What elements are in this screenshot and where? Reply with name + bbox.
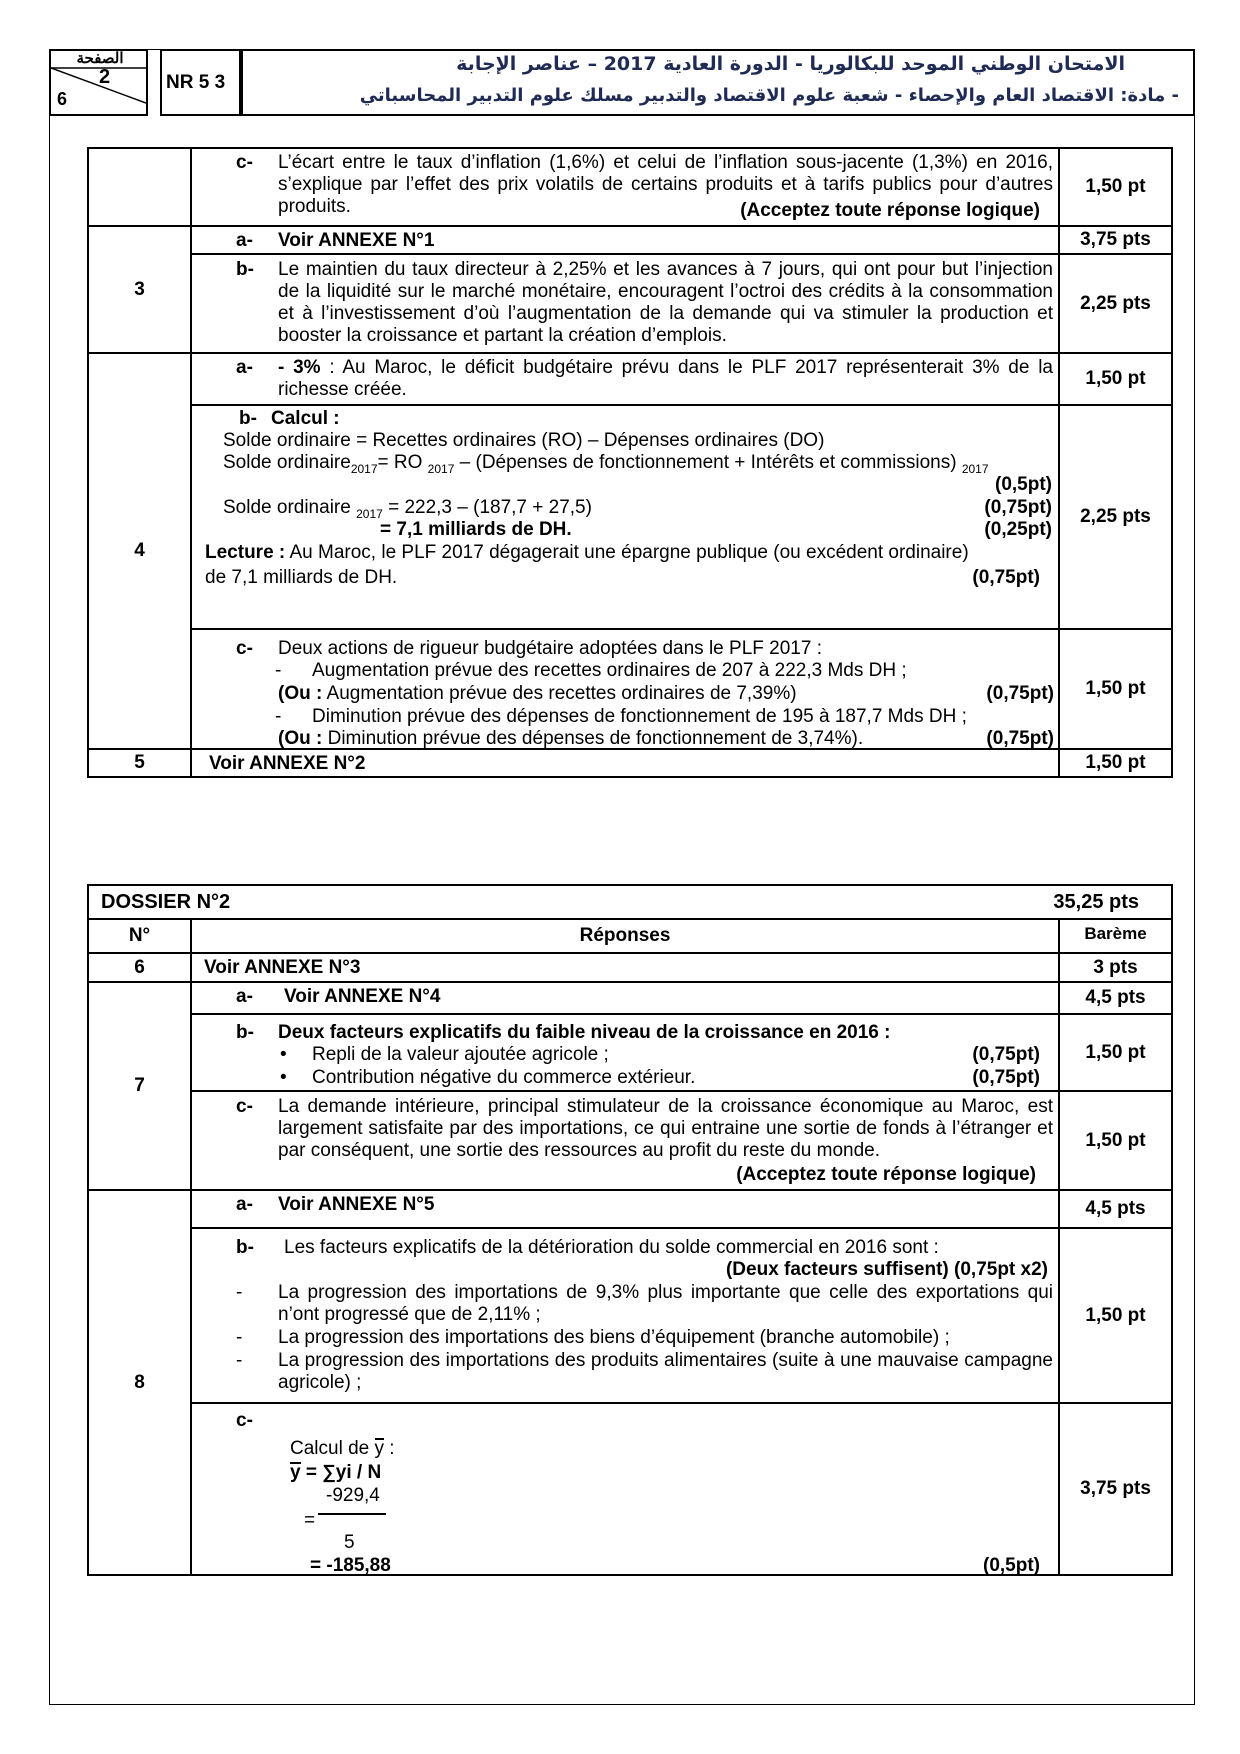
list-item: Diminution prévue des dépenses de fonctionnement de 195 à 187,7 Mds DH ; <box>312 706 967 727</box>
exam-title-box <box>241 49 1195 116</box>
answer-text <box>278 357 1053 401</box>
points-cell <box>1059 1228 1172 1403</box>
points-value: 3,75 pts <box>1080 1478 1151 1499</box>
page-number-box <box>49 49 148 116</box>
item-label: b- <box>236 1022 254 1043</box>
calc-points: (0,75pt) <box>972 1044 1040 1065</box>
y-bar-symbol: y <box>290 1462 301 1483</box>
exam-title-line2: - مادة: الاقتصاد العام والإحصاء - شعبة علوم الاقتصاد والتدبير مسلك علوم التدبير المحاسباتي <box>359 85 1179 106</box>
dossier-total: 35,25 pts <box>1053 891 1140 913</box>
table-row <box>88 1091 1172 1190</box>
table-row <box>88 982 1172 1014</box>
calc-points: (0,75pt) <box>984 497 1052 518</box>
answer-text: Le maintien du taux directeur à 2,25% et les avances à 7 jours, qui ont pour but l’injection de la liquidité sur le marché monétaire, encouragent l’octroi des crédits à la consommation et à l’investissement d’où l’augmentation de la demande qui va stimuler la production et booster la croissance et partant la création d’emplois. <box>278 259 1053 346</box>
points-value: 1,50 pt <box>1085 678 1146 699</box>
points-cell <box>1059 405 1172 629</box>
answer-cell <box>191 1403 1059 1575</box>
page-number: 2 <box>99 66 111 88</box>
calc-points: (0,75pt) <box>986 683 1054 704</box>
question-number: 3 <box>134 278 145 300</box>
answer-cell <box>191 629 1059 749</box>
calc-title: Calcul : <box>271 408 340 429</box>
question-number-cell <box>88 226 191 353</box>
points-value: 4,5 pts <box>1085 1198 1146 1219</box>
answer-note: (Acceptez toute réponse logique) <box>736 1164 1036 1185</box>
points-value: 1,50 pt <box>1085 752 1146 773</box>
question-number: 7 <box>134 1075 145 1096</box>
column-header-cell <box>1059 919 1172 953</box>
exam-title-line1: الامتحان الوطني الموحد للبكالوريا - الدورة العادية 2017 – عناصر الإجابة <box>456 53 1125 75</box>
calc-points: (0,5pt) <box>983 1555 1040 1576</box>
list-item: Contribution négative du commerce extérieur. <box>312 1067 696 1088</box>
mean-formula-text: = ∑yi / N <box>300 1462 382 1483</box>
number-cell <box>88 148 191 226</box>
points-cell <box>1059 953 1172 982</box>
item-label: b- <box>236 1237 254 1258</box>
answer-cell <box>191 405 1059 629</box>
calc-points: (0,75pt) <box>972 567 1040 588</box>
answer-rest: : Au Maroc, le déficit budgétaire prévu dans le PLF 2017 représenterait 3% de la richesse créée. <box>278 357 1053 400</box>
question-number: 8 <box>134 1371 145 1393</box>
answer-cell <box>191 1091 1059 1190</box>
answer-cell <box>191 1014 1059 1091</box>
answer-text: La demande intérieure, principal stimulateur de la croissance économique au Maroc, est largement satisfaite par des importations, ce qui entraine une sortie de fonds à l’étranger et par conséquent, une sortie des ressources au profit du reste du monde. <box>278 1096 1053 1161</box>
points-value: 1,50 pt <box>1085 368 1146 389</box>
item-label: b- <box>239 408 257 429</box>
points-cell <box>1059 1403 1172 1575</box>
mean-result: = -185,88 <box>310 1555 391 1576</box>
fraction-bar <box>318 1513 386 1515</box>
item-label: a- <box>236 230 253 251</box>
dossier-header-row <box>88 885 1172 919</box>
calc-line-1: Solde ordinaire = Recettes ordinaires (RO) – Dépenses ordinaires (DO) <box>223 430 825 451</box>
item-label: a- <box>236 986 253 1007</box>
item-label: a- <box>236 357 253 378</box>
points-cell <box>1059 1014 1172 1091</box>
points-value: 1,50 pt <box>1085 1129 1146 1151</box>
y-bar-symbol: y <box>374 1438 384 1459</box>
table-row <box>88 353 1172 405</box>
answer-bold: - 3% <box>278 357 321 378</box>
calc-subscript: 2017 <box>427 461 455 476</box>
answer-text: Voir ANNEXE N°5 <box>278 1194 435 1215</box>
table-row <box>88 405 1172 629</box>
points-cell <box>1059 226 1172 254</box>
answer-text: Voir ANNEXE N°3 <box>204 957 361 978</box>
points-cell <box>1059 982 1172 1014</box>
points-value: 3,75 pts <box>1080 229 1151 250</box>
dash-bullet: - <box>275 706 282 727</box>
question-number-cell <box>88 1190 191 1575</box>
points-cell <box>1059 1190 1172 1228</box>
calc-term: Solde ordinaire <box>223 452 351 473</box>
calc-points: (0,5pt) <box>995 474 1052 495</box>
page-label: الصفحة <box>76 50 124 67</box>
fraction-denominator: 5 <box>344 1532 355 1553</box>
calc-line-2 <box>223 452 989 480</box>
column-header-cell <box>88 919 191 953</box>
calc-result: = 7,1 milliards de DH. <box>380 519 572 540</box>
points-value: 2,25 pts <box>1080 506 1151 527</box>
list-item <box>312 660 907 682</box>
item-label: b- <box>236 259 254 280</box>
calc-heading-text: Calcul de <box>290 1438 375 1459</box>
question-number-cell <box>88 749 191 777</box>
answer-cell <box>191 254 1059 353</box>
calc-term: – (Dépenses de fonctionnement + Intérêts et commissions) <box>454 452 962 473</box>
calc-heading <box>290 1438 395 1460</box>
question-number-cell <box>88 953 191 982</box>
points-value: 1,50 pt <box>1085 1304 1146 1326</box>
dash-bullet: - <box>275 660 282 681</box>
column-header-row <box>88 919 1172 953</box>
answer-text: Voir ANNEXE N°4 <box>284 986 441 1007</box>
answer-cell <box>191 982 1059 1014</box>
list-item: Repli de la valeur ajoutée agricole ; <box>312 1044 609 1065</box>
question-number-cell <box>88 353 191 749</box>
column-header-n: N° <box>128 925 151 946</box>
calc-points: (0,25pt) <box>984 519 1052 540</box>
answer-cell <box>191 353 1059 405</box>
item-label: c- <box>236 1410 253 1431</box>
points-cell <box>1059 629 1172 749</box>
points-value: 1,50 pt <box>1085 176 1146 197</box>
answer-note: (Acceptez toute réponse logique) <box>740 200 1040 221</box>
exam-code: NR 5 3 <box>166 72 226 93</box>
lecture-line <box>205 542 969 564</box>
page-total: 6 <box>57 89 68 109</box>
item-label: c- <box>236 1096 253 1117</box>
exam-code-box <box>160 49 241 116</box>
answer-text: Voir ANNEXE N°2 <box>209 753 366 774</box>
fraction-equals: = <box>304 1510 316 1531</box>
column-header-cell <box>191 919 1059 953</box>
alternative-text: Diminution prévue des dépenses de fonctionnement de 3,74%). <box>322 728 864 749</box>
calc-points: (0,75pt) <box>986 728 1054 749</box>
list-item: La progression des importations de 9,3% plus importante que celle des exportations qui n’ont progressé que de 2,11% ; <box>278 1282 1053 1325</box>
table-row <box>88 953 1172 982</box>
table-row <box>88 1190 1172 1228</box>
item-label: a- <box>236 1194 253 1215</box>
answer-cell <box>191 953 1059 982</box>
table-row <box>88 1403 1172 1575</box>
fraction-numerator: -929,4 <box>326 1485 380 1506</box>
answer-cell <box>191 1190 1059 1228</box>
answer-title: Deux facteurs explicatifs du faible niveau de la croissance en 2016 : <box>278 1022 891 1043</box>
answer-cell <box>191 226 1059 254</box>
lecture-line-2: de 7,1 milliards de DH. <box>205 567 398 588</box>
alternative-label: (Ou : <box>278 728 323 749</box>
answer-table-2 <box>87 884 1173 1576</box>
alternative-line <box>278 683 797 705</box>
points-cell <box>1059 148 1172 226</box>
calc-term: = 222,3 – (187,7 + 27,5) <box>382 497 592 518</box>
lecture-text: Au Maroc, le PLF 2017 dégagerait une épargne publique (ou excédent ordinaire) <box>285 542 969 563</box>
answer-title: Les facteurs explicatifs de la détérioration du solde commercial en 2016 sont : <box>284 1237 939 1258</box>
points-value: 2,25 pts <box>1080 292 1151 314</box>
item-label: c- <box>236 152 253 173</box>
lecture-label: Lecture : <box>205 542 286 563</box>
calc-points: (0,75pt) <box>972 1067 1040 1088</box>
answer-cell <box>191 749 1059 777</box>
list-item: La progression des importations des biens d’équipement (branche automobile) ; <box>278 1327 950 1348</box>
dash-bullet: - <box>236 1327 243 1348</box>
table-row <box>88 1228 1172 1403</box>
question-number: 4 <box>134 540 145 561</box>
dossier-title: DOSSIER N°2 <box>101 891 231 913</box>
points-value: 4,5 pts <box>1085 987 1146 1008</box>
points-value: 3 pts <box>1093 956 1138 978</box>
bullet-icon: • <box>280 1067 287 1088</box>
calc-subscript: 2017 <box>350 461 378 476</box>
points-value: 1,50 pt <box>1085 1041 1146 1063</box>
points-cell <box>1059 1091 1172 1190</box>
alternative-line <box>278 728 863 750</box>
alternative-label: (Ou : <box>278 683 323 704</box>
table-row <box>88 148 1172 226</box>
answer-table-1 <box>87 147 1173 778</box>
list-item: La progression des importations des produits alimentaires (suite à une mauvaise campagne agricole) ; <box>278 1350 1053 1393</box>
calc-heading-colon: : <box>384 1438 395 1459</box>
dash-bullet: - <box>236 1350 243 1371</box>
answer-cell <box>191 1228 1059 1403</box>
column-header-reponses: Réponses <box>579 925 671 946</box>
question-number: 6 <box>134 956 145 978</box>
table-row <box>88 749 1172 777</box>
calc-term: Solde ordinaire <box>223 497 357 518</box>
calc-subscript: 2017 <box>961 461 989 476</box>
column-header-bareme: Barème <box>1084 924 1147 943</box>
answer-text: Voir ANNEXE N°1 <box>278 230 435 251</box>
calc-term: = RO <box>377 452 428 473</box>
answer-text: L’écart entre le taux d’inflation (1,6%) et celui de l’inflation sous-jacente (1,3%) en 2016, s’explique par l’effet des prix volatils de certains produits et à tarifs publics pour d’autres produits. <box>278 152 1053 217</box>
alternative-text: Augmentation prévue des recettes ordinaires de 7,39%) <box>322 683 797 704</box>
item-label: c- <box>236 638 253 659</box>
answer-note: (Deux facteurs suffisent) (0,75pt x2) <box>725 1259 1048 1280</box>
points-cell <box>1059 254 1172 353</box>
question-number-cell <box>88 982 191 1190</box>
bullet-icon: • <box>280 1044 287 1065</box>
table-row <box>88 629 1172 749</box>
answer-title: Deux actions de rigueur budgétaire adoptées dans le PLF 2017 : <box>278 638 822 659</box>
table-row <box>88 1014 1172 1091</box>
list-item-text: Augmentation prévue des recettes ordinaires de 207 à 222,3 Mds DH ; <box>312 660 907 681</box>
dossier-header-cell <box>88 885 1172 919</box>
answer-cell <box>191 148 1059 226</box>
question-number: 5 <box>134 752 145 773</box>
points-cell <box>1059 749 1172 777</box>
table-row <box>88 226 1172 254</box>
mean-formula <box>290 1462 381 1484</box>
table-row <box>88 254 1172 353</box>
calc-subscript: 2017 <box>356 506 383 521</box>
points-cell <box>1059 353 1172 405</box>
dash-bullet: - <box>236 1282 243 1303</box>
